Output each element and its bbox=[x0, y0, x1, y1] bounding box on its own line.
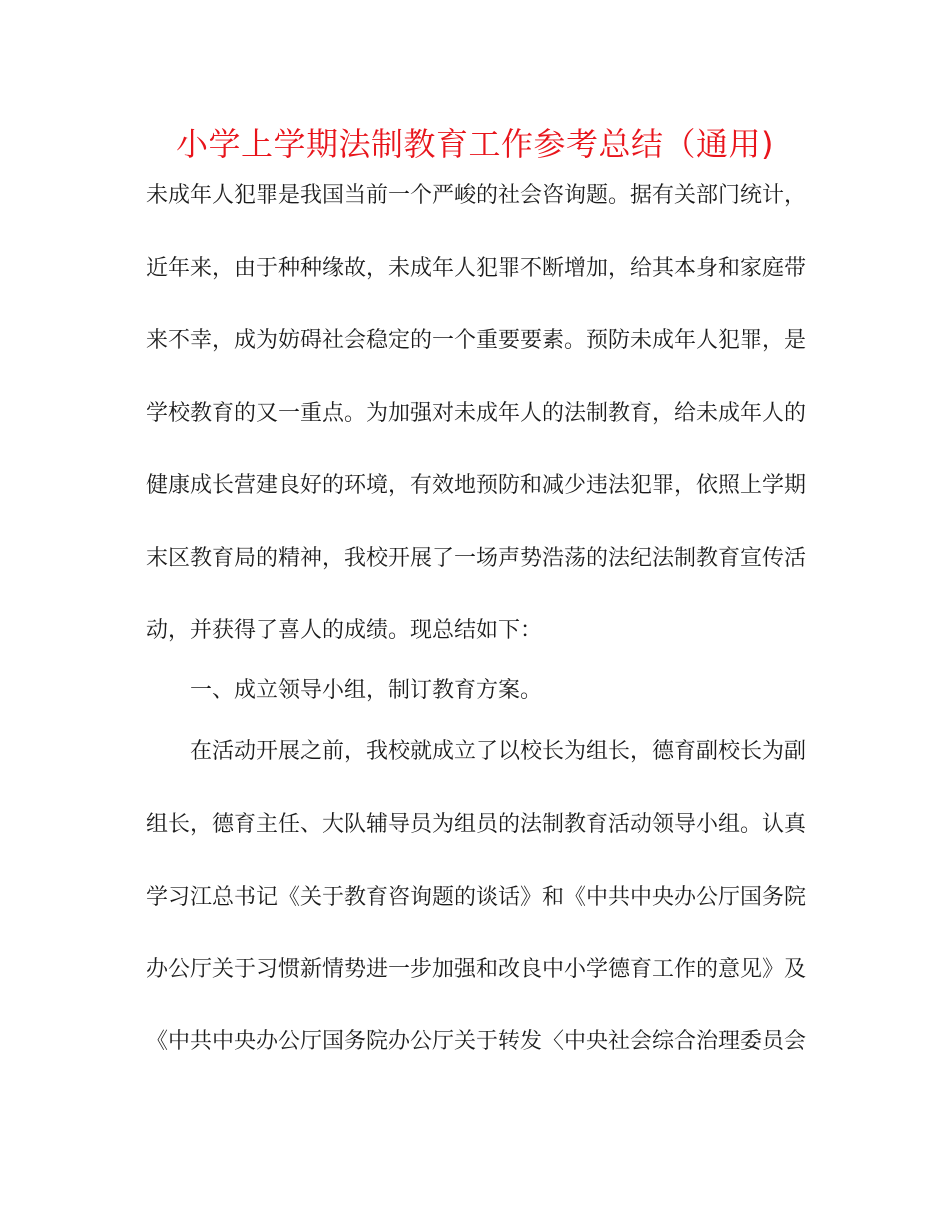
paragraph-line: 健康成长营建良好的环境，有效地预防和减少违法犯罪，依照上学期 bbox=[146, 473, 807, 498]
paragraph-line: 近年来，由于种种缘故，未成年人犯罪不断增加，给其本身和家庭带 bbox=[146, 256, 807, 281]
paragraph-line: 组长，德育主任、大队辅导员为组员的法制教育活动领导小组。认真 bbox=[146, 812, 807, 837]
paragraph-line: 在活动开展之前，我校就成立了以校长为组长，德育副校长为副 bbox=[190, 739, 807, 764]
section-heading: 一、成立领导小组，制订教育方案。 bbox=[190, 678, 543, 703]
paragraph-line: 学习江总书记《关于教育咨询题的谈话》和《中共中央办公厅国务院 bbox=[146, 885, 807, 910]
paragraph-line: 未成年人犯罪是我国当前一个严峻的社会咨询题。据有关部门统计， bbox=[146, 183, 807, 208]
paragraph-line: 末区教育局的精神，我校开展了一场声势浩荡的法纪法制教育宣传活 bbox=[146, 546, 807, 571]
paragraph-line: 《中共中央办公厅国务院办公厅关于转发〈中央社会综合治理委员会 bbox=[146, 1029, 807, 1054]
paragraph-line: 办公厅关于习惯新情势进一步加强和改良中小学德育工作的意见》及 bbox=[146, 957, 807, 982]
paragraph-line: 动，并获得了喜人的成绩。现总结如下： bbox=[146, 618, 543, 643]
paragraph-line: 来不幸，成为妨碍社会稳定的一个重要要素。预防未成年人犯罪，是 bbox=[146, 328, 807, 353]
document-title: 小学上学期法制教育工作参考总结（通用) bbox=[176, 125, 774, 163]
paragraph-line: 学校教育的又一重点。为加强对未成年人的法制教育，给未成年人的 bbox=[146, 401, 807, 426]
